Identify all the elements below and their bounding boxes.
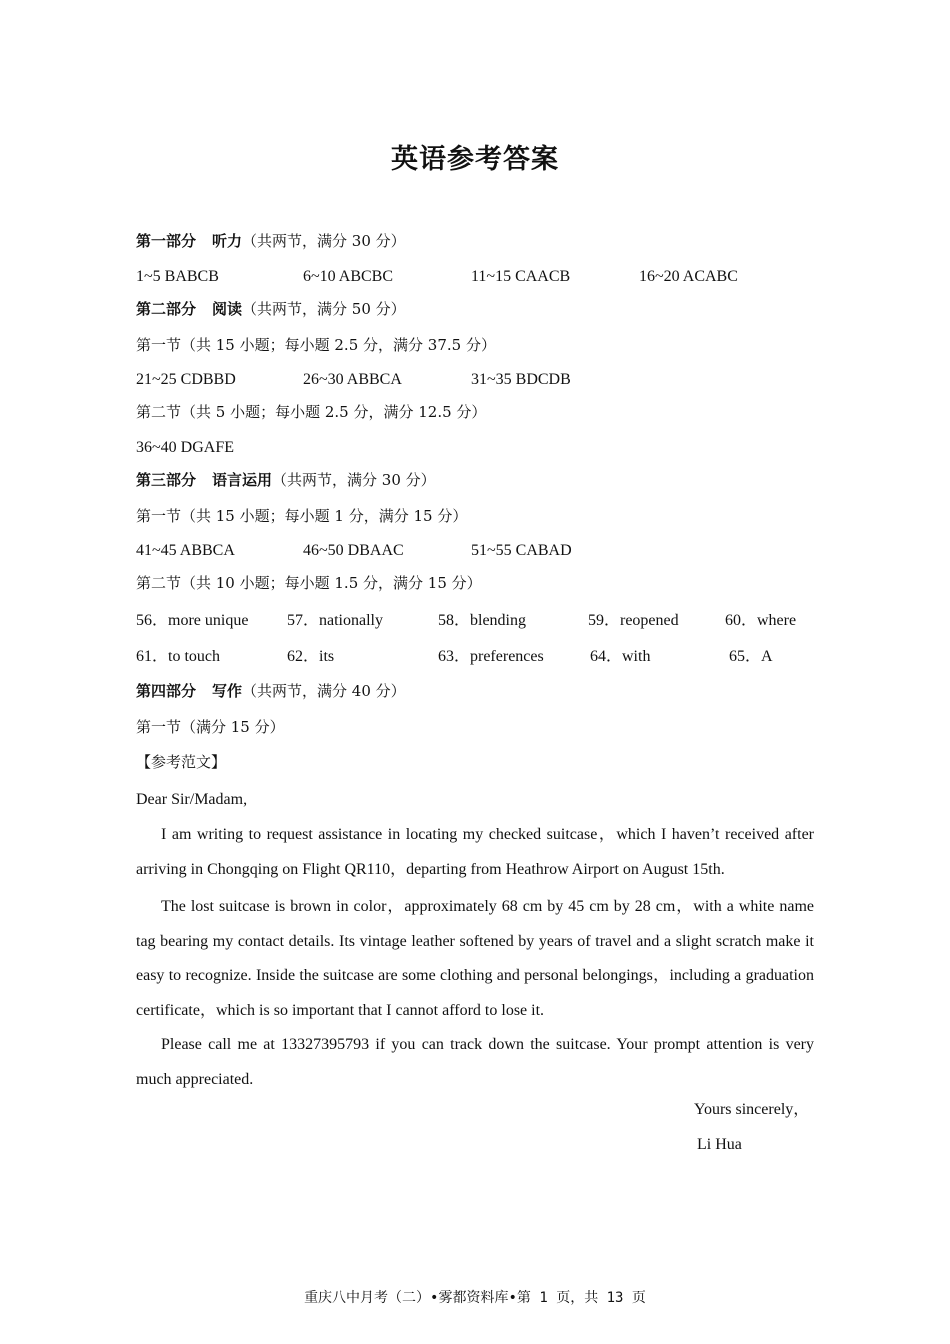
answer-group: 1~5 BABCB (136, 268, 219, 285)
letter-signature: Li Hua (697, 1136, 742, 1153)
answer-group: 41~45 ABBCA (136, 542, 235, 559)
sample-label: 【参考范文】 (136, 753, 227, 771)
page-footer: 重庆八中月考（二）•雾都资料库•第 1 页，共 13 页 (304, 1290, 646, 1306)
fill-answer: 56．more unique (136, 612, 249, 629)
part3-head: 第三部分 (136, 471, 197, 489)
answer-group: 36~40 DGAFE (136, 439, 234, 456)
fill-answer: 59．reopened (588, 612, 679, 629)
part2-heading (136, 299, 406, 320)
letter-paragraph-3: Please call me at 13327395793 if you can track down the suitcase. Your prompt attention is very much appreciated. (136, 1036, 814, 1088)
letter-salutation: Dear Sir/Madam, (136, 791, 248, 808)
fill-answer: 65．A (729, 648, 773, 665)
part1-head: 第一部分 (136, 232, 197, 250)
section-heading: 第一节（满分 15 分） (136, 718, 285, 736)
section-heading: 第二节（共 5 小题；每小题 2.5 分，满分 12.5 分） (136, 403, 487, 421)
part4-note: （共两节，满分 40 分） (242, 682, 406, 700)
part1-note: （共两节，满分 30 分） (242, 232, 406, 250)
part4-name: 写作 (212, 682, 243, 700)
section-heading: 第一节（共 15 小题；每小题 1 分，满分 15 分） (136, 507, 468, 525)
answer-group: 21~25 CDBBD (136, 371, 236, 388)
answer-group: 26~30 ABBCA (303, 371, 402, 388)
part1-heading (136, 231, 406, 252)
fill-answer: 58．blending (438, 612, 526, 629)
section-heading: 第二节（共 10 小题；每小题 1.5 分，满分 15 分） (136, 574, 482, 592)
part4-heading (136, 681, 406, 702)
letter-paragraph-2: The lost suitcase is brown in color，approximately 68 cm by 45 cm by 28 cm，with a white name tag bearing my contact details. Its vintage leather softened by years of travel and a slight scratch make it easy to recognize. Inside the suitcase are some clothing and personal belongings，including a graduation certificate，which is so important that I cannot afford to lose it. (136, 898, 814, 1019)
fill-answer: 64．with (590, 648, 651, 665)
part3-heading (136, 470, 436, 491)
answer-group: 51~55 CABAD (471, 542, 572, 559)
letter-paragraph-1: I am writing to request assistance in locating my checked suitcase，which I haven’t received after arriving in Chongqing on Flight QR110，departing from Heathrow Airport on August 15th. (136, 826, 814, 878)
part2-head: 第二部分 (136, 300, 197, 318)
fill-answer: 61．to touch (136, 648, 220, 665)
answer-group: 16~20 ACABC (639, 268, 738, 285)
answer-group: 31~35 BDCDB (471, 371, 571, 388)
part3-note: （共两节，满分 30 分） (272, 471, 436, 489)
part2-note: （共两节，满分 50 分） (242, 300, 406, 318)
fill-answer: 57．nationally (287, 612, 383, 629)
fill-answer: 62．its (287, 648, 335, 665)
section-heading: 第一节（共 15 小题；每小题 2.5 分，满分 37.5 分） (136, 336, 496, 354)
part1-name: 听力 (212, 232, 243, 250)
fill-answer: 60．where (725, 612, 797, 629)
fill-answer: 63．preferences (438, 648, 544, 665)
letter-closing: Yours sincerely， (694, 1101, 810, 1118)
answer-group: 46~50 DBAAC (303, 542, 404, 559)
part3-name: 语言运用 (212, 471, 273, 489)
answer-group: 6~10 ABCBC (303, 268, 394, 285)
part4-head: 第四部分 (136, 682, 197, 700)
page-title: 英语参考答案 (391, 144, 559, 175)
answer-group: 11~15 CAACB (471, 268, 571, 285)
part2-name: 阅读 (212, 300, 243, 318)
